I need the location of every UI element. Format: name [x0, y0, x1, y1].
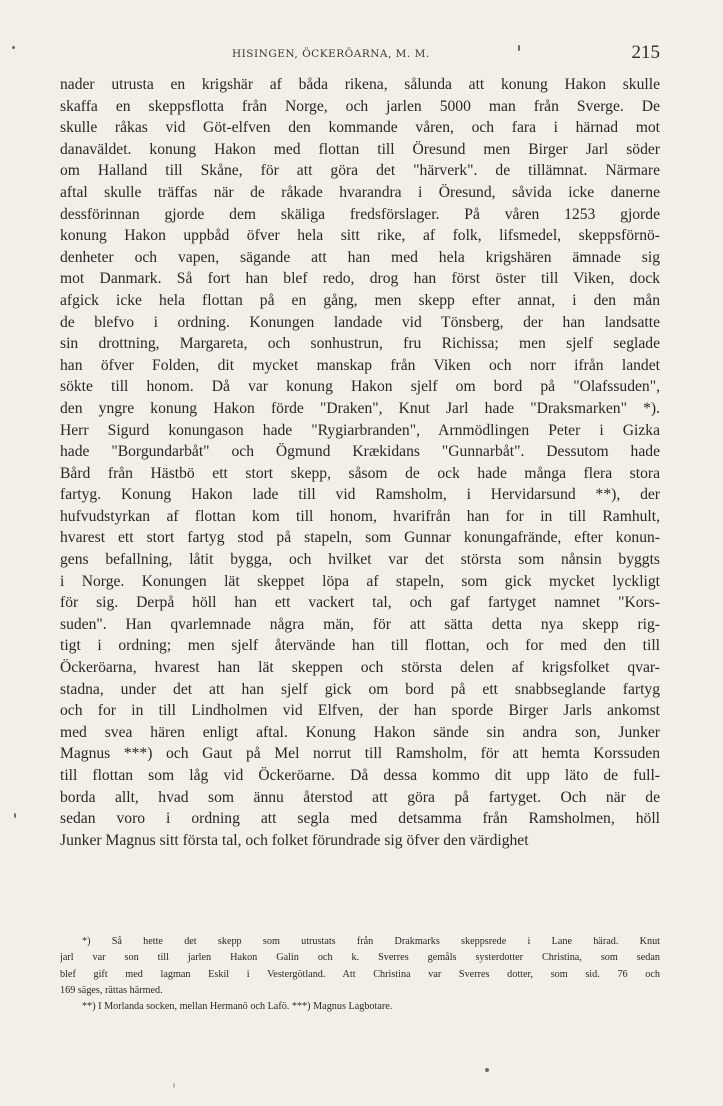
text-line: aftal skulle träffas när de råkade hvarandra i Öresund, såvida icke danerne: [60, 183, 660, 201]
text-line: tigt i ordning; men sjelf återvände han till flottan, och for med den till: [60, 637, 660, 655]
page-number: 215: [631, 42, 660, 63]
text-line: suden". Han qvarlemnade några män, för att sätta detta nya skepp rig-: [60, 615, 660, 633]
print-speck: [518, 45, 520, 51]
text-line: de blefvo i ordning. Konungen landade vid Tönsberg, der han landsatte: [60, 313, 660, 331]
footnote-line: 169 säges, rättas härmed.: [60, 984, 163, 996]
page-header: [60, 44, 660, 70]
text-line: fartyg. Konung Hakon lade till vid Ramsholm, i Hervidarsund **), der: [60, 486, 660, 504]
text-line: han öfver Folden, dit mycket manskap från Viken och norr ifrån landet: [60, 356, 660, 374]
print-speck: [12, 46, 15, 49]
text-line: skaffa en skeppsflotta från Norge, och jarlen 5000 man från Sverge. De: [60, 97, 660, 115]
text-line: och for in till Lindholmen vid Elfven, der han sporde Birger Jarls ankomst: [60, 702, 660, 720]
text-line: denheter och vapen, sägande att han med hela krigshären ämnade sig: [60, 248, 660, 266]
text-line: dessförinnan gjorde dem skäliga fredsförslager. På våren 1253 gjorde: [60, 205, 660, 223]
text-line: den yngre konung Hakon förde "Draken", Knut Jarl hade "Draksmarken" *).: [60, 399, 660, 417]
text-line: hade "Borgundarbåt" och Ögmund Krækidans "Gunnarbåt". Dessutom hade: [60, 443, 660, 461]
text-line: sökte till honom. Då var konung Hakon sjelf om bord på "Olafssuden",: [60, 378, 660, 396]
text-line: till flottan som låg vid Öckeröarne. Då dessa kommo dit upp läto de full-: [60, 767, 660, 784]
footnote-line: jarl var son till jarlen Hakon Galin och k. Sverres gemåls systerdotter Christina, som sedan: [60, 952, 660, 964]
print-speck: [14, 813, 16, 818]
text-line: mot Danmark. Så fort han blef redo, drog han först öster till Viken, dock: [60, 270, 660, 288]
text-line: om Halland till Skåne, för att göra det "härverk". de tillämnat. Närmare: [60, 162, 660, 180]
footnote-line: *) Så hette det skepp som utrustats från Drakmarks skeppsrede i Lane härad. Knut: [82, 936, 660, 947]
running-head: HISINGEN, ÖCKERÖARNA, M. M.: [232, 48, 430, 60]
text-line: afgick icke hela flottan på en gång, men skepp efter annat, i den mån: [60, 291, 660, 309]
text-line: nader utrusta en krigshär af båda rikena, sålunda att konung Hakon skulle: [60, 76, 660, 93]
text-line: hufvudstyrkan af flottan kom till honom, hvarifrån han for in till Ramhult,: [60, 507, 660, 525]
text-line: Junker Magnus sitt första tal, och folket förundrade sig öfver den värdighet: [60, 831, 529, 849]
text-line: Öckeröarna, hvarest han lät skeppen och största delen af krigsfolket qvar-: [60, 659, 660, 677]
footnote-line: blef gift med lagman Eskil i Vestergötland. Att Christina var Sverres dotter, som sid. 76 och: [60, 968, 660, 980]
text-line: konung Hakon uppbåd öfver hela sitt rike, af folk, lifsmedel, skeppsförnö-: [60, 227, 660, 245]
text-line: med svea hären enligt aftal. Konung Hakon sände sin andra son, Junker: [60, 723, 660, 741]
text-line: för sig. Derpå höll han ett vackert tal, och gaf fartyget namnet "Kors-: [60, 594, 660, 612]
text-line: skulle råkas vid Göt-elfven den kommande våren, och fara i härnad mot: [60, 119, 660, 137]
print-speck: [485, 1068, 489, 1072]
text-line: Herr Sigurd konungason hade "Rygiarbranden", Arnmödlingen Peter i Gizka: [60, 421, 660, 439]
text-line: danaväldet. konung Hakon med flottan till Öresund men Birger Jarl söder: [60, 140, 660, 158]
body-text: [60, 74, 660, 851]
text-line: hvarest ett stort fartyg stod på stapeln, som Gunnar konungafrände, efter konun-: [60, 529, 660, 547]
text-line: borda allt, hvad som ännu återstod att göra på fartyget. Och när de: [60, 788, 660, 806]
text-line: gens befallning, låtit bygga, och hvilket var det största som nånsin byggts: [60, 551, 660, 569]
print-speck: [173, 1083, 175, 1088]
text-line: stadna, under det att han sjelf gick om bord på ett snabbseglande fartyg: [60, 680, 660, 698]
footnote-line: **) I Morlanda socken, mellan Hermanö och Lafö. ***) Magnus Lagbotare.: [82, 1001, 393, 1013]
text-line: Bård från Hästbö ett stort skepp, såsom de ock hade många flera stora: [60, 464, 660, 482]
footnotes: [60, 934, 660, 1015]
text-line: i Norge. Konungen lät skeppet löpa af stapeln, som gick mycket lyckligt: [60, 572, 660, 590]
text-line: Magnus ***) och Gaut på Mel norrut till Ramsholm, för att hemta Korssuden: [60, 745, 660, 763]
text-line: sedan voro i ordning att segla med detsamma från Ramsholmen, höll: [60, 810, 660, 828]
text-line: sin drottning, Margareta, och sonhustrun, fru Richissa; men sjelf seglade: [60, 335, 660, 353]
